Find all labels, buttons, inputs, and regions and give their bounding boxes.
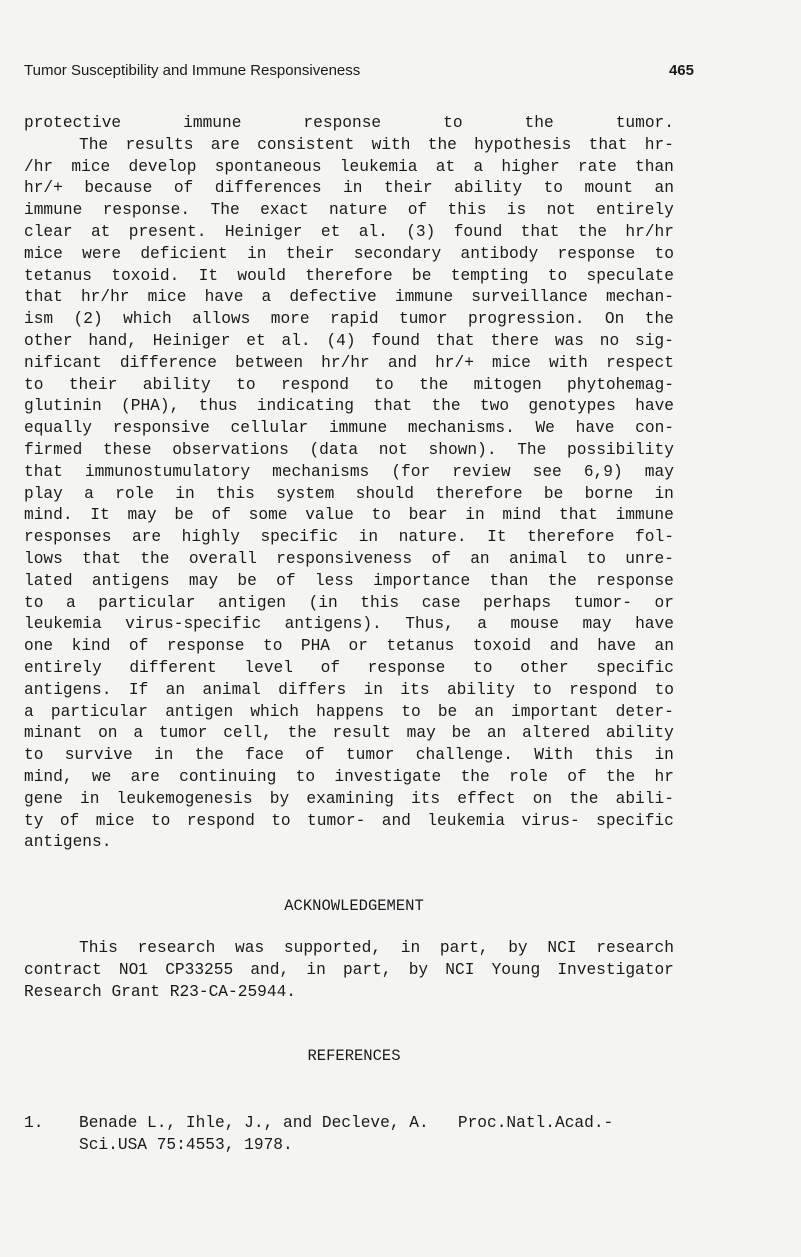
- acknowledgement-text: [24, 938, 674, 1003]
- text-line: lated antigens may be of less importance than the response: [24, 571, 674, 590]
- running-header: [24, 62, 694, 84]
- text-line: contract NO1 CP33255 and, in part, by NCI Young Investigator: [24, 960, 674, 979]
- text-line: leukemia virus-specific antigens). Thus, a mouse may have: [24, 615, 674, 634]
- text-line: The results are consistent with the hypothesis that hr-: [79, 135, 674, 154]
- text-line: to their ability to respond to the mitogen phytohemag-: [24, 375, 674, 394]
- text-line: lows that the overall responsiveness of an animal to unre-: [24, 549, 674, 568]
- acknowledgement-heading: ACKNOWLEDGEMENT: [284, 897, 424, 915]
- text-line: responses are highly specific in nature. It therefore fol-: [24, 528, 674, 547]
- text-line: firmed these observations (data not shown). The possibility: [24, 440, 674, 459]
- text-line: antigens. If an animal differs in its ability to respond to: [24, 680, 674, 699]
- text-line: that hr/hr mice have a defective immune surveillance mechan-: [24, 288, 674, 307]
- text-line: minant on a tumor cell, the result may be an altered ability: [24, 724, 674, 743]
- text-line: glutinin (PHA), thus indicating that the two genotypes have: [24, 397, 674, 416]
- text-line: mice were deficient in their secondary antibody response to: [24, 244, 674, 263]
- text-line: hr/+ because of differences in their ability to mount an: [24, 179, 674, 198]
- text-line: protective immune response to the tumor.: [24, 114, 674, 132]
- text-line: Research Grant R23-CA-25944.: [24, 982, 297, 1001]
- text-line: mind. It may be of some value to bear in mind that immune: [24, 506, 674, 525]
- text-line: that immunostumulatory mechanisms (for review see 6,9) may: [24, 462, 674, 481]
- running-title: Tumor Susceptibility and Immune Responsiveness: [24, 62, 361, 79]
- text-line: clear at present. Heiniger et al. (3) found that the hr/hr: [24, 222, 674, 241]
- text-line: gene in leukemogenesis by examining its effect on the abili-: [24, 789, 674, 808]
- page-number: 465: [668, 62, 694, 79]
- text-line: to a particular antigen (in this case perhaps tumor- or: [24, 593, 674, 612]
- text-line: nificant difference between hr/hr and hr/+ mice with respect: [24, 353, 674, 372]
- text-line: other hand, Heiniger et al. (4) found that there was no sig-: [24, 331, 674, 350]
- text-line: mind, we are continuing to investigate the role of the hr: [24, 767, 674, 786]
- text-line: entirely different level of response to other specific: [24, 658, 674, 677]
- text-line: This research was supported, in part, by NCI research: [79, 939, 674, 957]
- references-heading: REFERENCES: [307, 1047, 401, 1065]
- text-line: immune response. The exact nature of this is not entirely: [24, 201, 674, 220]
- text-line: to survive in the face of tumor challenge. With this in: [24, 746, 674, 765]
- body-text: [24, 113, 674, 854]
- text-line: ty of mice to respond to tumor- and leukemia virus- specific: [24, 811, 674, 830]
- text-line: one kind of response to PHA or tetanus toxoid and have an: [24, 637, 674, 656]
- text-line: play a role in this system should therefore be borne in: [24, 484, 674, 503]
- text-line: ism (2) which allows more rapid tumor progression. On the: [24, 310, 674, 329]
- text-line: tetanus toxoid. It would therefore be tempting to speculate: [24, 266, 674, 285]
- text-line: /hr mice develop spontaneous leukemia at a higher rate than: [24, 157, 674, 176]
- reference-text: Benade L., Ihle, J., and Decleve, A. Proc.Natl.Acad.- Sci.USA 75:4553, 1978.: [79, 1114, 614, 1154]
- text-line: a particular antigen which happens to be an important deter-: [24, 702, 674, 721]
- text-line: equally responsive cellular immune mechanisms. We have con-: [24, 419, 674, 438]
- text-line: antigens.: [24, 833, 112, 852]
- reference-number: 1.: [24, 1114, 44, 1132]
